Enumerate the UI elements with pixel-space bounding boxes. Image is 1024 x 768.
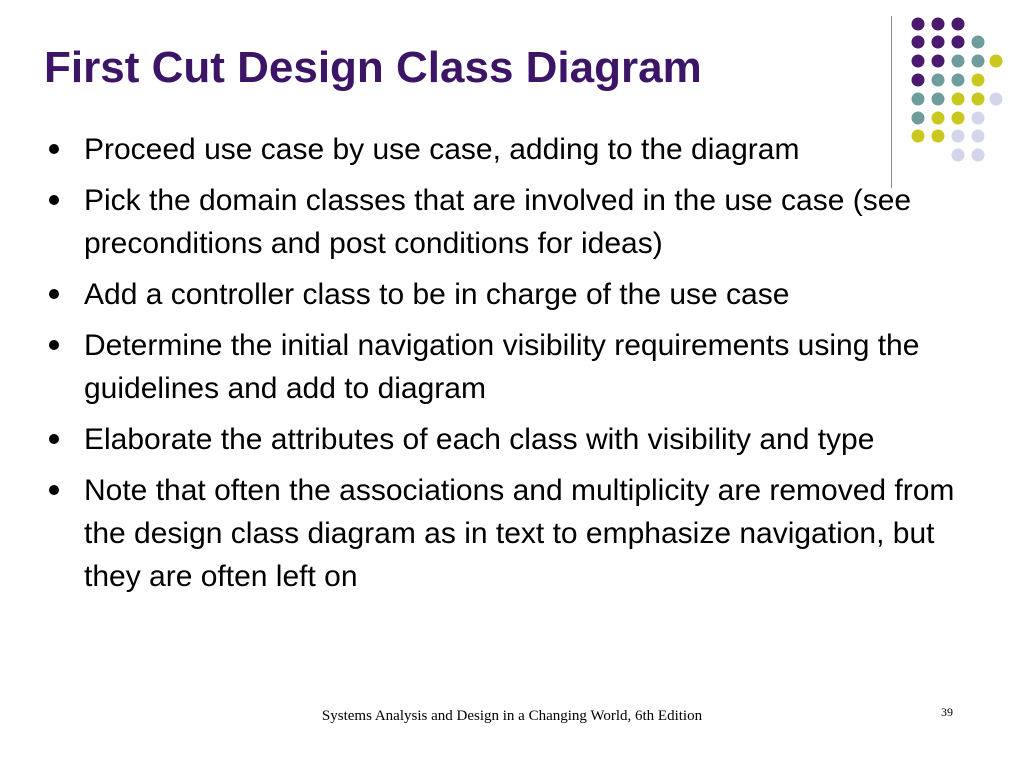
dot-teal	[912, 112, 925, 125]
dot-lime	[932, 112, 945, 125]
slide-footer: Systems Analysis and Design in a Changing World, 6th Edition	[321, 708, 703, 724]
dot-teal	[912, 93, 925, 106]
dot-lavender	[990, 93, 1003, 106]
bullet-icon	[49, 195, 59, 205]
bullet-text: Note that often the associations and multiplicity are removed from the design class diagram as in text to emphasize navigation, but they are often left on	[84, 474, 955, 593]
bullet-icon	[49, 289, 59, 299]
dot-lime	[990, 55, 1003, 68]
dot-purple	[932, 55, 945, 68]
dot-teal	[972, 55, 985, 68]
bullet-item	[45, 469, 985, 598]
dot-teal	[952, 74, 965, 87]
dot-teal	[932, 93, 945, 106]
bullet-item	[45, 324, 985, 410]
bullet-item	[45, 418, 985, 461]
bullet-text: Determine the initial navigation visibility requirements using the guidelines and add to diagram	[84, 329, 920, 405]
dot-lime	[972, 93, 985, 106]
bullet-text: Proceed use case by use case, adding to the diagram	[84, 133, 800, 166]
bullet-item	[45, 128, 985, 171]
dot-purple	[912, 55, 925, 68]
bullet-list	[45, 128, 985, 606]
bullet-icon	[49, 485, 59, 495]
dot-lime	[972, 74, 985, 87]
dot-purple	[932, 36, 945, 49]
bullet-text: Elaborate the attributes of each class with visibility and type	[84, 423, 875, 456]
dot-lime	[952, 93, 965, 106]
bullet-icon	[49, 340, 59, 350]
dot-purple	[912, 36, 925, 49]
dot-teal	[972, 36, 985, 49]
page-number: 39	[941, 705, 953, 719]
bullet-item	[45, 179, 985, 265]
dot-purple	[952, 18, 965, 31]
slide-title: First Cut Design Class Diagram	[44, 43, 702, 92]
bullet-text: Add a controller class to be in charge of the use case	[84, 278, 790, 311]
dot-purple	[912, 74, 925, 87]
bullet-icon	[49, 144, 59, 154]
dot-lavender	[972, 112, 985, 125]
bullet-icon	[49, 434, 59, 444]
dot-purple	[932, 18, 945, 31]
dot-teal	[952, 55, 965, 68]
dot-purple	[912, 18, 925, 31]
bullet-item	[45, 273, 985, 316]
dot-purple	[952, 36, 965, 49]
bullet-text: Pick the domain classes that are involved in the use case (see preconditions and post conditions for ideas)	[84, 184, 912, 260]
dot-lime	[952, 112, 965, 125]
dot-teal	[932, 74, 945, 87]
